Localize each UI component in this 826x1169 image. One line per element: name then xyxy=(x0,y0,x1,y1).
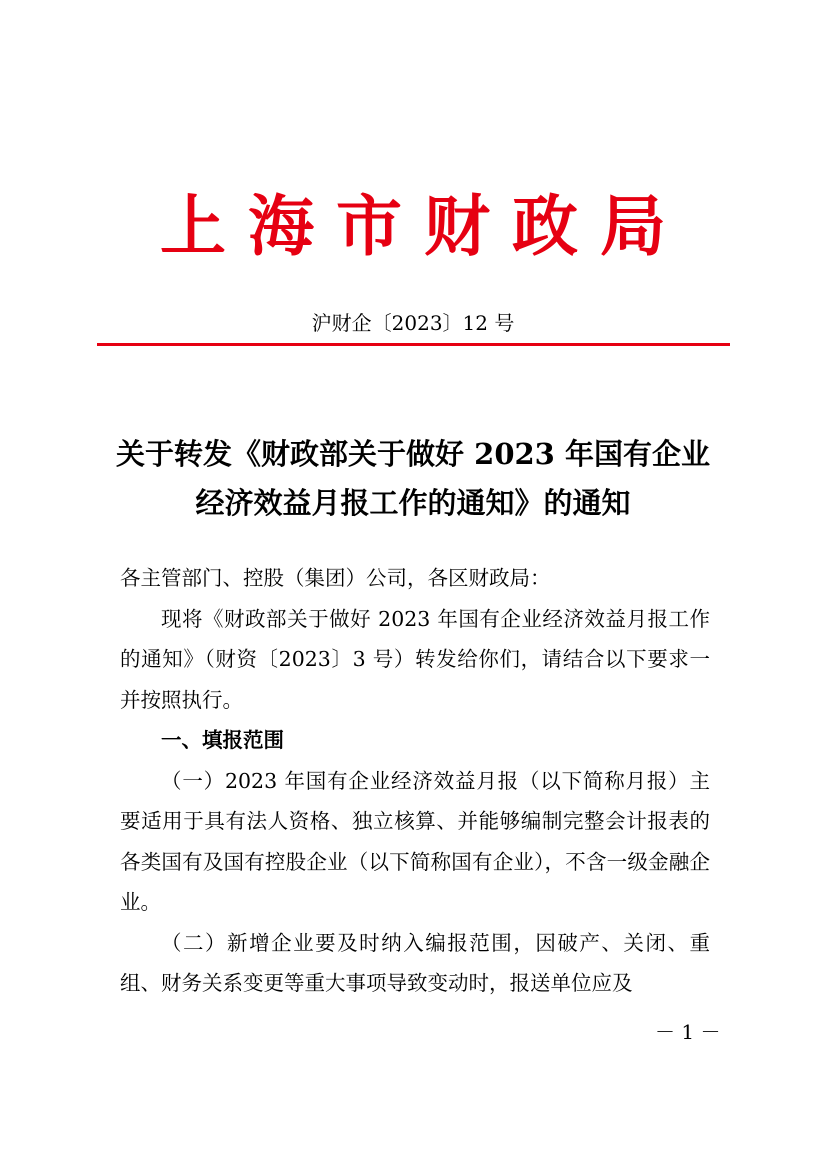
salutation: 各主管部门、控股（集团）公司，各区财政局： xyxy=(120,566,551,590)
paragraph-item-2: （二）新增企业要及时纳入编报范围，因破产、关闭、重组、财务关系变更等重大事项导致变动时，报送单位应及 xyxy=(120,930,710,995)
issuer-name: 上海市财政局 xyxy=(160,187,688,265)
section-heading: 一、填报范围 xyxy=(161,728,284,752)
document-number: 沪财企〔2023〕12 号 xyxy=(311,311,515,335)
page-number: － 1 － xyxy=(655,1020,721,1044)
document-body xyxy=(120,558,710,1004)
document-title xyxy=(0,430,826,528)
title-line-2: 经济效益月报工作的通知》的通知 xyxy=(195,486,631,520)
intro-paragraph: 现将《财政部关于做好 2023 年国有企业经济效益月报工作的通知》（财资〔2023〕3 号）转发给你们，请结合以下要求一并按照执行。 xyxy=(120,606,710,712)
paragraph-item-1: （一）2023 年国有企业经济效益月报（以下简称月报）主要适用于具有法人资格、独立核算、并能够编制完整会计报表的各类国有及国有控股企业（以下简称国有企业），不含一级金融企业。 xyxy=(120,768,710,914)
red-separator-line xyxy=(97,343,730,346)
title-line-1: 关于转发《财政部关于做好 2023 年国有企业 xyxy=(116,437,710,471)
